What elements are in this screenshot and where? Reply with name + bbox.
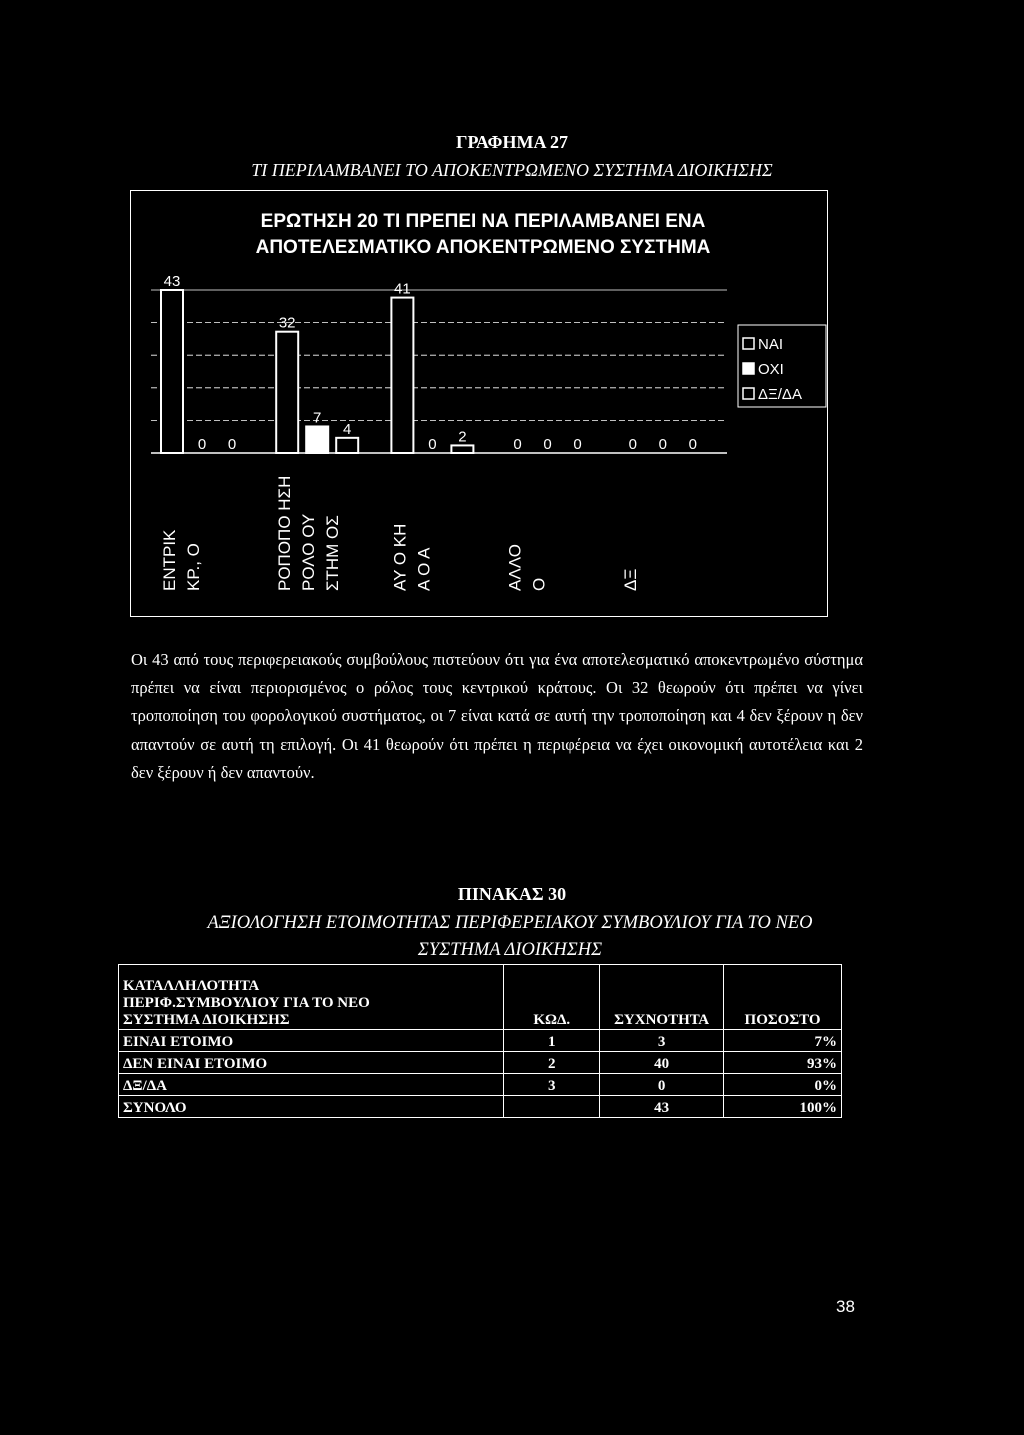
bar <box>391 298 413 453</box>
data-label: 4 <box>343 420 352 438</box>
data-label: 0 <box>688 436 697 453</box>
figure-subtitle: ΤΙ ΠΕΡΙΛΑΜΒΑΝΕΙ ΤΟ ΑΠΟΚΕΝΤΡΩΜΕΝΟ ΣΥΣΤΗΜΑ ΔΙΟΙΚΗΣΗΣ <box>251 160 773 180</box>
bars <box>161 290 473 453</box>
data-label: 0 <box>197 436 207 453</box>
bar-chart <box>131 191 829 618</box>
legend-label-dxda: ΔΞ/ΔΑ <box>758 386 802 403</box>
bar <box>336 438 358 453</box>
category-label: ΔΞ <box>620 568 640 591</box>
row-percentage: 7% <box>724 1030 842 1052</box>
category-label: ΑΛΛΟ <box>505 544 525 591</box>
data-label: 0 <box>543 436 552 453</box>
data-label: 0 <box>227 436 237 453</box>
bar <box>161 290 183 453</box>
bar <box>276 332 298 453</box>
header-percentage: ΠΟΣΟΣΤΟ <box>724 965 842 1030</box>
data-label: 0 <box>658 436 667 453</box>
row-label: ΕΙΝΑΙ ΕΤΟΙΜΟ <box>119 1030 504 1052</box>
data-label: 43 <box>163 273 181 290</box>
row-percentage: 93% <box>724 1052 842 1074</box>
row-frequency: 3 <box>600 1030 724 1052</box>
row-label: ΔΞ/ΔΑ <box>119 1074 504 1096</box>
table-subtitle-line2: ΣΥΣΤΗΜΑ ΔΙΟΙΚΗΣΗΣ <box>417 940 603 960</box>
data-label: 0 <box>428 436 437 453</box>
row-label: ΣΥΝΟΛΟ <box>119 1096 504 1118</box>
row-frequency: 40 <box>600 1052 724 1074</box>
legend-label-nai: ΝΑΙ <box>758 336 784 353</box>
data-label: 0 <box>573 436 582 453</box>
grid-lines <box>151 290 727 453</box>
row-code: 3 <box>504 1074 600 1096</box>
header-frequency: ΣΥΧΝΟΤΗΤΑ <box>600 965 724 1030</box>
category-label: ΕΝΤΡΙΚ <box>160 529 179 591</box>
row-code: 2 <box>504 1052 600 1074</box>
chart-title-line1: ΕΡΩΤΗΣΗ 20 ΤΙ ΠΡΕΠΕΙ ΝΑ ΠΕΡΙΛΑΜΒΑΝΕΙ ΕΝΑ <box>260 211 706 232</box>
row-percentage: 0% <box>724 1074 842 1096</box>
table-subtitle-line1: ΑΞΙΟΛΟΓΗΣΗ ΕΤΟΙΜΟΤΗΤΑΣ ΠΕΡΙΦΕΡΕΙΑΚΟΥ ΣΥΜΒΟΥΛΙΟΥ ΓΙΑ ΤΟ ΝΕΟ <box>207 913 813 933</box>
legend-swatch-nai <box>743 338 754 349</box>
bar <box>451 445 473 453</box>
category-labels <box>160 476 640 591</box>
bar <box>306 426 328 453</box>
table-header-row <box>119 965 842 1030</box>
data-label: 32 <box>278 314 296 332</box>
category-label: Ο <box>529 577 549 591</box>
data-label: 7 <box>313 409 322 427</box>
data-table <box>118 964 842 1118</box>
chart-title-line2: ΑΠΟΤΕΛΕΣΜΑΤΙΚΟ ΑΠΟΚΕΝΤΡΩΜΕΝΟ ΣΥΣΤΗΜΑ <box>255 237 711 258</box>
category-label: ΡΟΠΟΠΟ ΗΣΗ <box>275 475 295 591</box>
row-frequency: 0 <box>600 1074 724 1096</box>
row-label: ΔΕΝ ΕΙΝΑΙ ΕΤΟΙΜΟ <box>119 1052 504 1074</box>
data-label: 2 <box>458 428 467 446</box>
table-subtitle <box>150 910 870 964</box>
legend-swatch-dxda <box>743 388 754 399</box>
legend-label-oxi: ΟΧΙ <box>758 361 784 378</box>
data-label: 0 <box>628 436 637 453</box>
category-label: ΡΟΛΟ ΟΥ <box>299 513 319 591</box>
data-labels <box>164 273 697 453</box>
header-suitability-line2: ΠΕΡΙΦ.ΣΥΜΒΟΥΛΙΟΥ ΓΙΑ ΤΟ ΝΕΟ <box>123 995 370 1011</box>
table-label: ΠΙΝΑΚΑΣ 30 <box>457 884 567 904</box>
row-code <box>504 1096 600 1118</box>
chart-frame <box>130 190 828 617</box>
row-percentage: 100% <box>724 1096 842 1118</box>
row-code: 1 <box>504 1030 600 1052</box>
legend <box>738 325 826 407</box>
header-suitability-line3: ΣΥΣΤΗΜΑ ΔΙΟΙΚΗΣΗΣ <box>123 1012 290 1028</box>
legend-swatch-oxi <box>743 363 754 374</box>
table-row <box>119 1052 842 1074</box>
table-row <box>119 1030 842 1052</box>
page-number: 38 <box>836 1297 855 1316</box>
data-label: 41 <box>394 280 411 298</box>
category-label: ΑΥ Ο ΚΗ <box>390 523 410 591</box>
table-row <box>119 1074 842 1096</box>
row-frequency: 43 <box>600 1096 724 1118</box>
table-row <box>119 1096 842 1118</box>
figure-label: ΓΡΑΦΗΜΑ 27 <box>456 132 568 152</box>
category-label: Α Ο Α <box>414 547 434 591</box>
data-label: 0 <box>513 436 522 453</box>
category-label: ΣΤΗΜ ΟΣ <box>323 515 343 591</box>
category-label: ΚΡ., Ο <box>184 543 203 591</box>
header-suitability <box>119 965 504 1030</box>
header-suitability-line1: ΚΑΤΑΛΛΗΛΟΤΗΤΑ <box>123 978 260 994</box>
body-paragraph: Οι 43 από τους περιφερειακούς συμβούλους πιστεύουν ότι για ένα αποτελεσματικό αποκεντρωμένο σύστημα πρέπει να είναι περιορισμένος ο ρόλος τους κεντρικού κράτους. Οι 32 θεωρούν ότι πρέπει να γίνει τροποποίηση του φορολογικού συστήματος, οι 7 είναι κατά σε αυτή την τροποποίηση και 4 δεν ξέρουν η δεν απαντούν σε αυτή τη επιλογή. Οι 41 θεωρούν ότι πρέπει η περιφέρεια να έχει οικονομική αυτοτέλεια και 2 δεν ξέρουν ή δεν απαντούν. <box>131 650 863 782</box>
header-code: ΚΩΔ. <box>504 965 600 1030</box>
